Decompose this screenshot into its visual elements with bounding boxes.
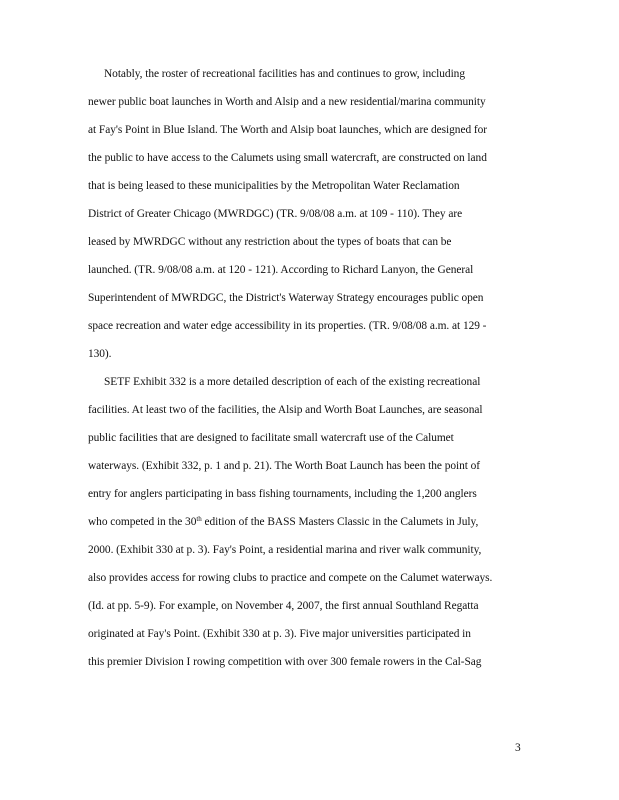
paragraph-2-line-11: this premier Division I rowing competition with over 300 female rowers in the Cal-Sag	[88, 656, 482, 668]
paragraph-2-line-7: 2000. (Exhibit 330 at p. 3). Fay's Point, a residential marina and river walk community,	[88, 544, 482, 556]
line-6-end: edition of the BASS Masters Classic in the Calumets in July,	[201, 516, 479, 528]
paragraph-2-line-5: entry for anglers participating in bass fishing tournaments, including the 1,200 anglers	[88, 488, 477, 500]
paragraph-2-line-9: (Id. at pp. 5-9). For example, on November 4, 2007, the first annual Southland Regatta	[88, 600, 479, 612]
ordinal-suffix: th	[196, 515, 202, 523]
paragraph-2-line-6	[88, 514, 478, 530]
paragraph-2-line-8: also provides access for rowing clubs to practice and compete on the Calumet waterways.	[88, 572, 493, 584]
paragraph-1-line-3: at Fay's Point in Blue Island. The Worth and Alsip boat launches, which are designed for	[88, 124, 488, 136]
paragraph-1-line-4: the public to have access to the Calumets using small watercraft, are constructed on land	[88, 152, 487, 164]
paragraph-2-line-10: originated at Fay's Point. (Exhibit 330 at p. 3). Five major universities participated in	[88, 628, 471, 640]
paragraph-1-line-11: 130).	[88, 348, 112, 360]
paragraph-1-line-10: space recreation and water edge accessibility in its properties. (TR. 9/08/08 a.m. at 129 -	[88, 320, 487, 332]
paragraph-2-line-4: waterways. (Exhibit 332, p. 1 and p. 21). The Worth Boat Launch has been the point of	[88, 460, 481, 472]
line-6-start: who competed in the 30	[88, 516, 197, 528]
paragraph-1-line-6: District of Greater Chicago (MWRDGC) (TR. 9/08/08 a.m. at 109 - 110). They are	[88, 208, 463, 220]
paragraph-1-line-7: leased by MWRDGC without any restriction about the types of boats that can be	[88, 236, 452, 248]
paragraph-1-line-5: that is being leased to these municipalities by the Metropolitan Water Reclamation	[88, 180, 460, 192]
paragraph-1-line-8: launched. (TR. 9/08/08 a.m. at 120 - 121). According to Richard Lanyon, the General	[88, 264, 474, 276]
paragraph-1-line-2: newer public boat launches in Worth and Alsip and a new residential/marina community	[88, 96, 486, 108]
paragraph-2-line-2: facilities. At least two of the facilities, the Alsip and Worth Boat Launches, are seasonal	[88, 404, 483, 416]
paragraph-2-line-3: public facilities that are designed to facilitate small watercraft use of the Calumet	[88, 432, 454, 444]
paragraph-1-line-1: Notably, the roster of recreational facilities has and continues to grow, including	[104, 68, 465, 80]
paragraph-1-line-9: Superintendent of MWRDGC, the District's Waterway Strategy encourages public open	[88, 292, 484, 304]
paragraph-2-line-1: SETF Exhibit 332 is a more detailed description of each of the existing recreational	[104, 376, 481, 388]
page-number: 3	[515, 742, 521, 754]
